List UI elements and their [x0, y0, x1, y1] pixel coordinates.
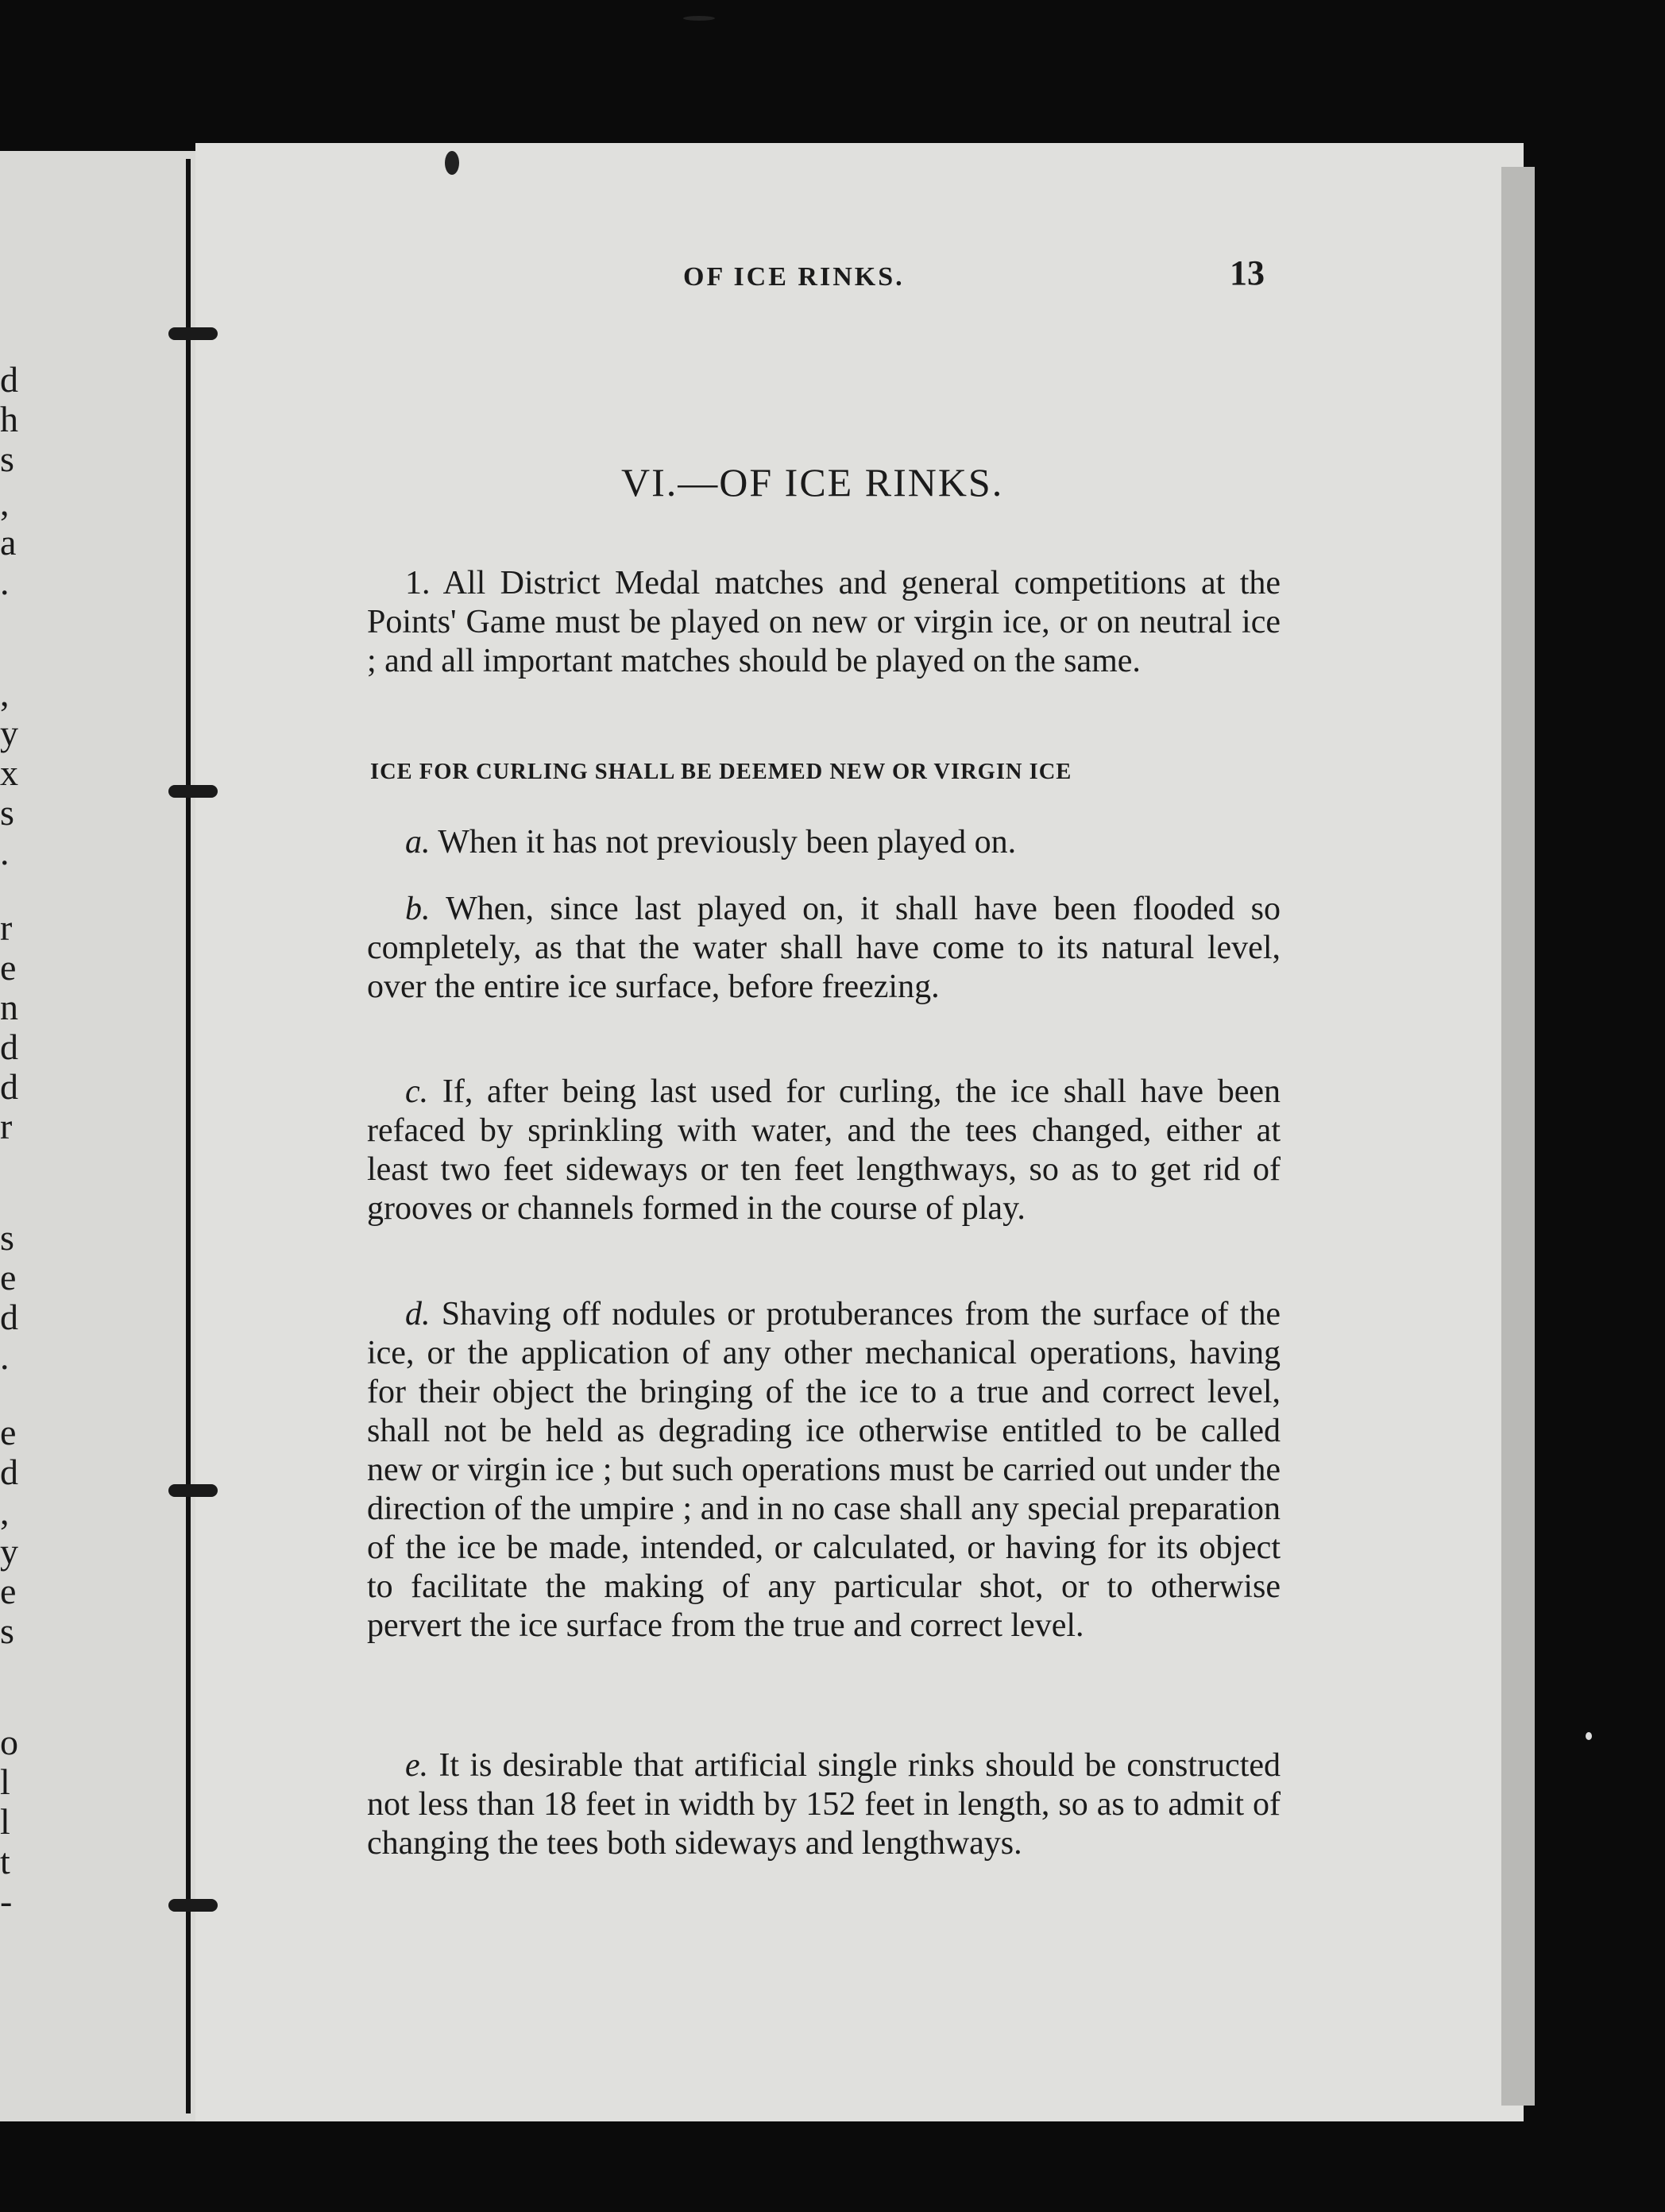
running-title: OF ICE RINKS. — [683, 262, 905, 292]
left-page-fragment: , — [0, 1491, 10, 1532]
page-number: 13 — [1230, 253, 1265, 292]
binding-stitch — [168, 1484, 218, 1497]
clause-paragraph — [367, 1295, 1281, 1645]
left-page-fragment: s — [0, 1217, 14, 1258]
left-page-fragment: , — [0, 673, 10, 713]
clause-paragraph — [367, 1746, 1281, 1863]
left-page-fragment: r — [0, 907, 13, 948]
left-page-fragment: x — [0, 752, 18, 793]
clause-label: b. — [405, 891, 431, 927]
dust-speck — [1586, 1732, 1592, 1740]
rule-paragraph — [367, 564, 1281, 681]
clause-paragraph — [367, 1073, 1281, 1228]
left-page-fragment: , — [0, 482, 10, 523]
page-edge-shadow — [1501, 167, 1535, 2106]
rule-text: All District Medal matches and general competitions at the Points' Game must be played on new or virgin ice, or on neutral ice ; and all important matches should be played on the same. — [367, 565, 1281, 679]
left-page-fragment: s — [0, 439, 14, 479]
clause-label: c. — [405, 1073, 429, 1110]
left-page-fragment: e — [0, 947, 17, 988]
left-page-fragment: e — [0, 1571, 17, 1611]
subheading: ICE FOR CURLING SHALL BE DEEMED NEW OR VIRGIN ICE — [370, 760, 1072, 784]
left-page-fragment: t — [0, 1841, 10, 1881]
binding-spine — [186, 159, 191, 2113]
left-page-fragment: - — [0, 1881, 13, 1921]
left-page-fragment: y — [0, 713, 18, 753]
left-page-fragment: d — [0, 1066, 18, 1107]
left-page-fragment: l — [0, 1761, 10, 1802]
dust-speck — [683, 16, 715, 21]
left-page-fragment: d — [0, 359, 18, 400]
binding-stitch — [168, 327, 218, 340]
paper-speck — [445, 151, 459, 175]
section-heading: VI.—OF ICE RINKS. — [621, 460, 1004, 505]
left-page-fragment: n — [0, 987, 18, 1027]
left-page-fragment: . — [0, 562, 10, 602]
left-page-fragment: . — [0, 832, 10, 872]
left-page-fragment: a — [0, 522, 17, 563]
left-page-fragment: r — [0, 1106, 13, 1147]
binding-stitch — [168, 1899, 218, 1912]
clause-text: Shaving off nodules or protuberances from the surface of the ice, or the application of any other mechanical operations, having for their object the bringing of the ice to a true and correct level, shall not be held as degrading ice otherwise entitled to be called new or virgin ice ; but such operations must be carried out under the direction of the umpire ; and in no case shall any special preparation of the ice be made, intended, or calculated, or having for its object to facilitate the making of any particular shot, or to otherwise pervert the ice surface from the true and correct level. — [367, 1296, 1281, 1644]
clause-label: e. — [405, 1747, 429, 1784]
left-page-fragment: d — [0, 1027, 18, 1067]
rule-number: 1. — [405, 565, 431, 601]
binding-stitch — [168, 785, 218, 798]
left-page-fragment: l — [0, 1801, 10, 1842]
left-page-fragment: h — [0, 399, 18, 439]
clause-paragraph — [367, 823, 1281, 862]
left-page-fragment: o — [0, 1722, 18, 1762]
left-page-fragment: s — [0, 792, 14, 833]
left-page-fragment: s — [0, 1611, 14, 1651]
clause-text: If, after being last used for curling, the ice shall have been refaced by sprinkling with water, and the tees changed, either at least two feet sideways or ten feet lengthways, so as to get rid of grooves or channels formed in the course of play. — [367, 1073, 1281, 1227]
clause-label: a. — [405, 824, 431, 860]
left-page-fragment: e — [0, 1412, 17, 1452]
left-page-fragment: d — [0, 1452, 18, 1492]
left-page-fragment: . — [0, 1336, 10, 1377]
clause-paragraph — [367, 890, 1281, 1007]
clause-text: It is desirable that artificial single rinks should be constructed not less than 18 feet in width by 152 feet in length, so as to admit of changing the tees both sideways and lengthways. — [367, 1747, 1281, 1862]
left-page-fragment: y — [0, 1531, 18, 1572]
clause-text: When it has not previously been played on. — [438, 824, 1017, 860]
clause-text: When, since last played on, it shall have been flooded so completely, as that the water shall have come to its natural level, over the entire ice surface, before freezing. — [367, 891, 1281, 1005]
previous-page-edge — [0, 151, 199, 2121]
left-page-fragment: e — [0, 1257, 17, 1297]
clause-label: d. — [405, 1296, 431, 1332]
left-page-fragment: d — [0, 1297, 18, 1337]
